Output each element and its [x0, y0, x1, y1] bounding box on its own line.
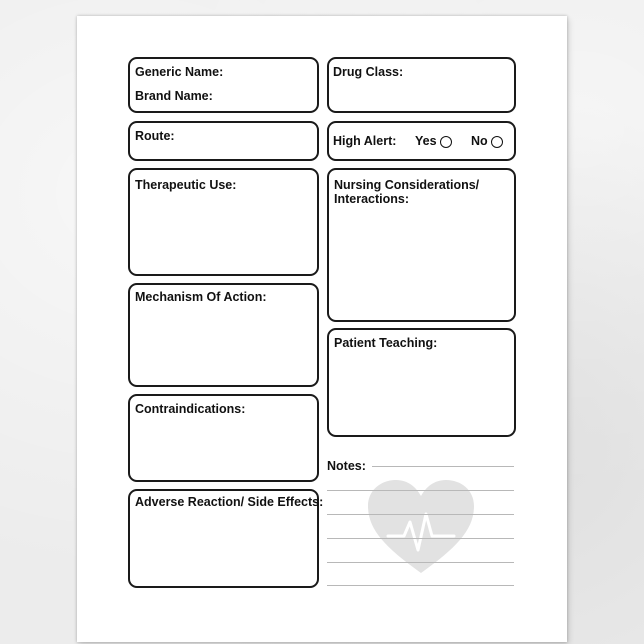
interactions-label: Interactions:	[334, 192, 410, 206]
notes-line[interactable]	[372, 466, 514, 467]
yes-radio-icon[interactable]	[440, 136, 452, 148]
notes-line[interactable]	[327, 562, 514, 563]
nursing-considerations-label: Nursing Considerations/	[334, 178, 480, 192]
notes-label: Notes:	[327, 459, 366, 473]
heart-pulse-icon	[366, 478, 476, 578]
adverse-reactions-label: Adverse Reaction/ Side Effects:	[135, 495, 324, 509]
high-alert-no-option[interactable]	[471, 134, 503, 148]
notes-line[interactable]	[327, 538, 514, 539]
brand-name-label: Brand Name:	[135, 89, 213, 103]
patient-teaching-label: Patient Teaching:	[334, 336, 438, 350]
mechanism-of-action-label: Mechanism Of Action:	[135, 290, 267, 304]
route-label: Route:	[135, 129, 175, 143]
no-label: No	[471, 134, 488, 148]
drug-class-label: Drug Class:	[333, 65, 404, 79]
generic-name-label: Generic Name:	[135, 65, 224, 79]
therapeutic-use-label: Therapeutic Use:	[135, 178, 237, 192]
notes-line[interactable]	[327, 514, 514, 515]
high-alert-label: High Alert:	[333, 134, 397, 148]
notes-line[interactable]	[327, 490, 514, 491]
no-radio-icon[interactable]	[491, 136, 503, 148]
contraindications-label: Contraindications:	[135, 402, 246, 416]
yes-label: Yes	[415, 134, 437, 148]
high-alert-yes-option[interactable]	[415, 134, 452, 148]
notes-line[interactable]	[327, 585, 514, 586]
